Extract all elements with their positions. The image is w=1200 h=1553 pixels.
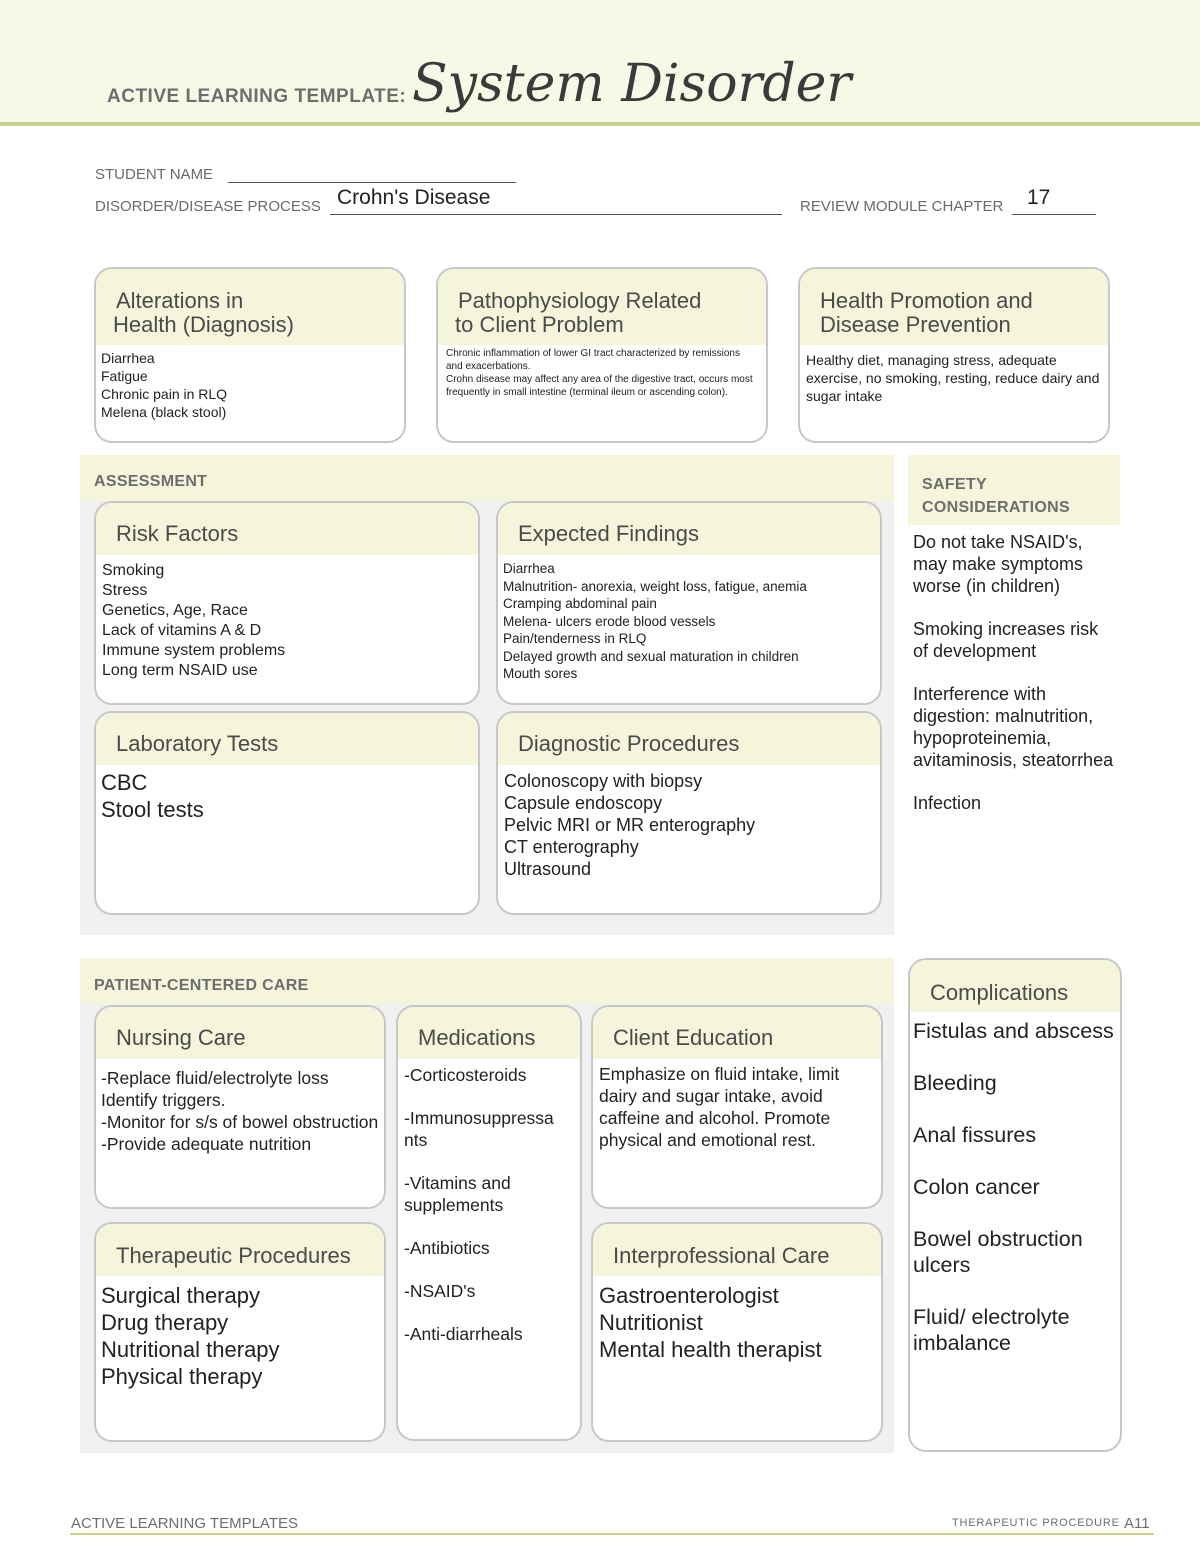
template-title: System Disorder bbox=[412, 54, 852, 114]
list-item: CBC bbox=[101, 770, 148, 795]
interprofessional-care-header: Interprofessional Care bbox=[593, 1224, 881, 1276]
list-item: Smoking bbox=[102, 562, 165, 579]
list-item: Colon cancer bbox=[913, 1175, 1040, 1199]
diagnostic-procedures-list bbox=[498, 765, 880, 885]
list-item: Delayed growth and sexual maturation in children bbox=[503, 648, 799, 664]
client-education-text: Emphasize on fluid intake, limit dairy and sugar intake, avoid caffeine and alcohol. Promote physical and emotional rest. bbox=[599, 1064, 840, 1150]
medications-list bbox=[398, 1059, 580, 1350]
list-item: Physical therapy bbox=[101, 1364, 263, 1389]
list-item: -Corticosteroids bbox=[404, 1065, 527, 1085]
list-item: Stool tests bbox=[101, 797, 204, 822]
complications-header: Complications bbox=[910, 960, 1120, 1012]
patient-care-title: PATIENT-CENTERED CARE bbox=[94, 977, 309, 994]
pathophysiology-text-1: Chronic inflammation of lower GI tract characterized by remissions and exacerbations. bbox=[446, 348, 740, 372]
list-item: Malnutrition- anorexia, weight loss, fatigue, anemia bbox=[503, 578, 807, 594]
list-item: -Replace fluid/electrolyte loss bbox=[101, 1068, 329, 1088]
expected-findings-header: Expected Findings bbox=[498, 503, 880, 555]
diagnostic-procedures-box bbox=[496, 711, 882, 915]
list-item: Melena- ulcers erode blood vessels bbox=[503, 613, 716, 629]
student-name-field[interactable] bbox=[228, 166, 516, 183]
list-item: -Vitamins and supplements bbox=[404, 1173, 511, 1215]
header-rule bbox=[0, 122, 1200, 126]
pathophysiology-text-2: Crohn disease may affect any area of the digestive tract, occurs most frequently in small intestine (terminal ileum or ascending colon). bbox=[446, 374, 753, 398]
list-item: Nutritionist bbox=[599, 1310, 703, 1335]
list-item: Mouth sores bbox=[503, 666, 578, 681]
disorder-label: DISORDER/DISEASE PROCESS bbox=[95, 198, 321, 215]
list-item: Gastroenterologist bbox=[599, 1283, 779, 1308]
list-item: Identify triggers. bbox=[101, 1090, 226, 1110]
laboratory-tests-header: Laboratory Tests bbox=[96, 713, 478, 765]
pathophysiology-header bbox=[438, 269, 766, 345]
expected-findings-box bbox=[496, 501, 882, 705]
laboratory-tests-box bbox=[94, 711, 480, 915]
list-item: Long term NSAID use bbox=[102, 662, 258, 679]
safety-title-line1: SAFETY bbox=[922, 476, 987, 493]
list-item: -Antibiotics bbox=[404, 1238, 490, 1258]
list-item: Bowel obstruction ulcers bbox=[913, 1227, 1083, 1277]
nursing-care-header: Nursing Care bbox=[96, 1007, 384, 1059]
list-item: -Monitor for s/s of bowel obstruction bbox=[101, 1112, 379, 1132]
nursing-care-list bbox=[96, 1059, 384, 1163]
alterations-list bbox=[96, 345, 404, 425]
list-item: Anal fissures bbox=[913, 1123, 1037, 1147]
list-item: Chronic pain in RLQ bbox=[101, 386, 228, 402]
alterations-title-line2: Health (Diagnosis) bbox=[113, 312, 294, 337]
list-item: Genetics, Age, Race bbox=[102, 602, 248, 619]
safety-title-line2: CONSIDERATIONS bbox=[922, 499, 1070, 516]
list-item: Pain/tenderness in RLQ bbox=[503, 631, 647, 646]
risk-factors-box bbox=[94, 501, 480, 705]
assessment-title: ASSESSMENT bbox=[94, 473, 208, 490]
client-education-box bbox=[591, 1005, 883, 1209]
health-promotion-text: Healthy diet, managing stress, adequate exercise, no smoking, resting, reduce dairy and sugar intake bbox=[806, 352, 1100, 404]
safety-list bbox=[913, 531, 1118, 814]
list-item: Interference with digestion: malnutrition, hypoproteinemia, avitaminosis, steatorrhea bbox=[913, 684, 1114, 770]
safety-title bbox=[922, 473, 1070, 519]
list-item: Pelvic MRI or MR enterography bbox=[504, 815, 756, 835]
list-item: -Anti-diarrheals bbox=[404, 1324, 523, 1344]
list-item: Fatigue bbox=[101, 368, 148, 384]
pathophysiology-title-line2: to Client Problem bbox=[455, 312, 624, 337]
risk-factors-header: Risk Factors bbox=[96, 503, 478, 555]
disorder-value: Crohn's Disease bbox=[337, 186, 491, 209]
list-item: -Provide adequate nutrition bbox=[101, 1134, 312, 1154]
list-item: Diarrhea bbox=[101, 350, 155, 366]
client-education-header: Client Education bbox=[593, 1007, 881, 1059]
list-item: Melena (black stool) bbox=[101, 404, 227, 420]
list-item: Cramping abdominal pain bbox=[503, 596, 657, 611]
list-item: Fluid/ electrolyte imbalance bbox=[913, 1305, 1070, 1355]
footer-rule bbox=[70, 1533, 1154, 1535]
interprofessional-care-box bbox=[591, 1222, 883, 1442]
list-item: Drug therapy bbox=[101, 1310, 229, 1335]
list-item: Stress bbox=[102, 582, 148, 599]
alterations-title-line1: Alterations in bbox=[116, 288, 244, 313]
chapter-field[interactable] bbox=[1012, 186, 1096, 215]
medications-box bbox=[396, 1005, 582, 1441]
nursing-care-box bbox=[94, 1005, 386, 1209]
health-promotion-title-line1: Health Promotion and bbox=[820, 288, 1033, 313]
alterations-box bbox=[94, 267, 406, 443]
list-item: Immune system problems bbox=[102, 642, 286, 659]
chapter-value: 17 bbox=[1027, 186, 1051, 209]
complications-list bbox=[910, 1012, 1120, 1362]
list-item: Capsule endoscopy bbox=[504, 793, 663, 813]
pathophysiology-title-line1: Pathophysiology Related bbox=[458, 288, 702, 313]
list-item: -Immunosuppressa nts bbox=[404, 1108, 554, 1150]
list-item: -NSAID's bbox=[404, 1281, 476, 1301]
list-item: Colonoscopy with biopsy bbox=[504, 771, 703, 791]
list-item: CT enterography bbox=[504, 837, 639, 857]
therapeutic-procedures-list bbox=[96, 1276, 384, 1396]
list-item: Surgical therapy bbox=[101, 1283, 260, 1308]
list-item: Do not take NSAID's, may make symptoms worse (in children) bbox=[913, 532, 1084, 596]
health-promotion-title-line2: Disease Prevention bbox=[820, 312, 1011, 337]
footer-page: A11 bbox=[1124, 1515, 1150, 1532]
risk-factors-list bbox=[96, 555, 478, 687]
list-item: Lack of vitamins A & D bbox=[102, 622, 262, 639]
health-promotion-header bbox=[800, 269, 1108, 345]
template-label: ACTIVE LEARNING TEMPLATE: bbox=[107, 86, 407, 107]
alterations-header bbox=[96, 269, 404, 345]
list-item: Nutritional therapy bbox=[101, 1337, 280, 1362]
disorder-field[interactable] bbox=[330, 186, 782, 215]
list-item: Smoking increases risk of development bbox=[913, 619, 1099, 661]
footer-left: ACTIVE LEARNING TEMPLATES bbox=[71, 1515, 298, 1532]
complications-box bbox=[908, 958, 1122, 1452]
list-item: Diarrhea bbox=[503, 561, 555, 576]
diagnostic-procedures-header: Diagnostic Procedures bbox=[498, 713, 880, 765]
medications-header: Medications bbox=[398, 1007, 580, 1059]
chapter-label: REVIEW MODULE CHAPTER bbox=[800, 198, 1004, 215]
list-item: Ultrasound bbox=[504, 859, 592, 879]
student-name-label: STUDENT NAME bbox=[95, 166, 214, 183]
list-item: Bleeding bbox=[913, 1071, 997, 1095]
list-item: Fistulas and abscess bbox=[913, 1019, 1114, 1043]
interprofessional-care-list bbox=[593, 1276, 881, 1369]
list-item: Mental health therapist bbox=[599, 1337, 822, 1362]
therapeutic-procedures-box bbox=[94, 1222, 386, 1442]
laboratory-tests-list bbox=[96, 765, 478, 827]
expected-findings-list bbox=[498, 555, 880, 688]
footer-right: THERAPEUTIC PROCEDURE bbox=[952, 1517, 1120, 1529]
therapeutic-procedures-header: Therapeutic Procedures bbox=[96, 1224, 384, 1276]
health-promotion-box bbox=[798, 267, 1110, 443]
pathophysiology-box bbox=[436, 267, 768, 443]
pathophysiology-text bbox=[438, 345, 766, 401]
list-item: Infection bbox=[913, 793, 982, 813]
